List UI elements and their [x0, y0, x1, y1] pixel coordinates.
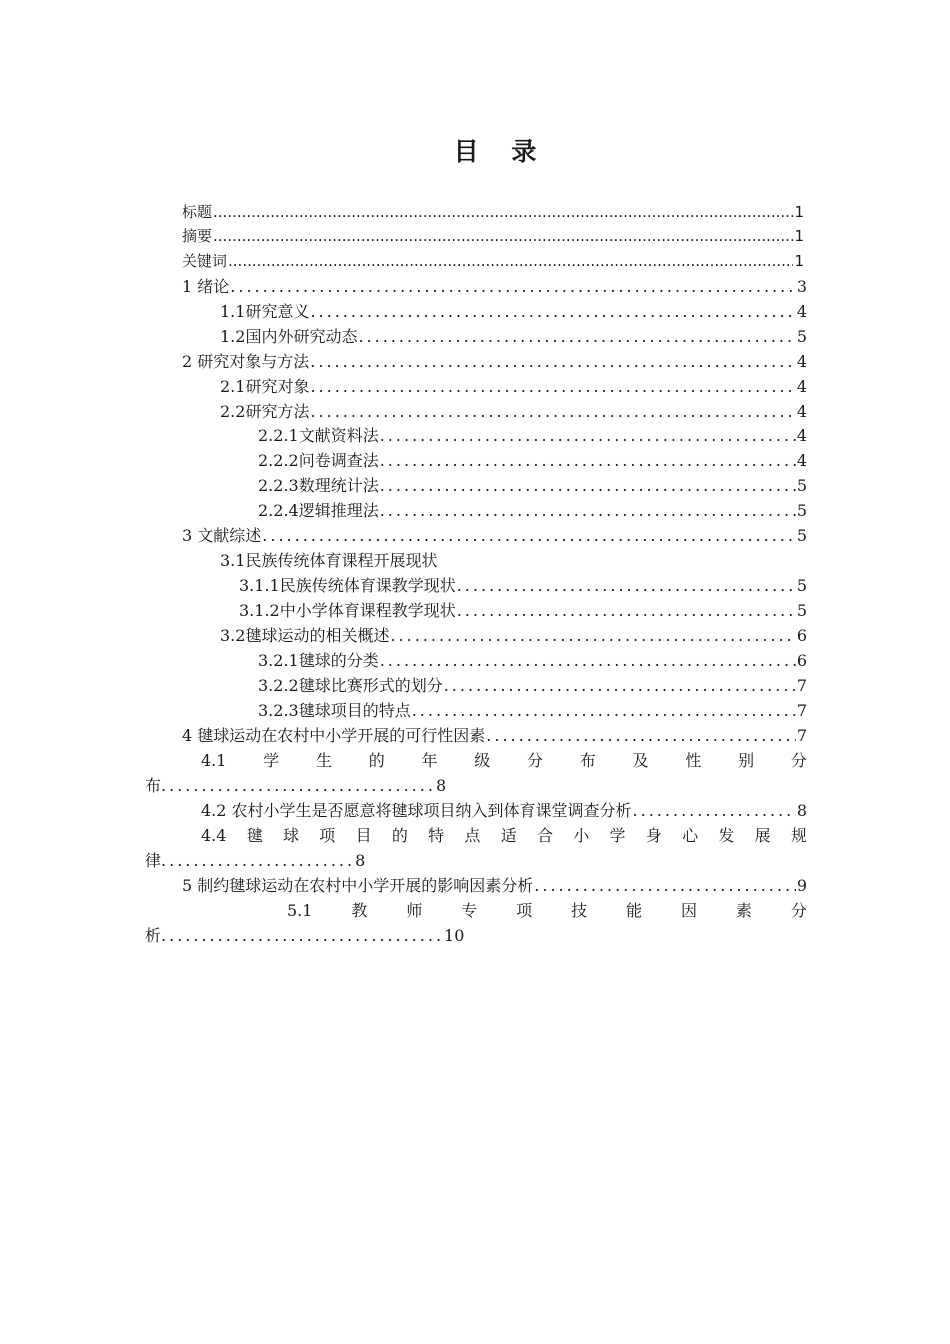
toc-entry[interactable] [182, 200, 804, 224]
toc-entry-label: 析 [145, 926, 162, 945]
toc-entry[interactable] [220, 325, 807, 349]
leader-dots [486, 724, 796, 748]
toc-entry[interactable] [258, 499, 807, 523]
toc-entry-page: 8 [355, 851, 366, 870]
toc-entry-page: 7 [796, 726, 807, 745]
toc-entry[interactable] [258, 674, 807, 698]
toc-entry-label: 3 文献综述 [182, 526, 262, 545]
toc-entry-page: 7 [796, 701, 807, 720]
toc-entry-label: 摘要 [182, 227, 213, 245]
toc-entry[interactable] [201, 799, 807, 823]
toc-entry-label: 3.2毽球运动的相关概述 [220, 626, 390, 645]
toc-entry-label: 4.2 农村小学生是否愿意将毽球项目纳入到体育课堂调查分析 [201, 801, 632, 820]
toc-entry-page: 5 [796, 476, 807, 495]
toc-entry-char: 分 [527, 751, 544, 770]
leader-dots [310, 400, 795, 424]
toc-entry-char: 生 [315, 751, 332, 770]
toc-entry-continuation[interactable] [145, 774, 446, 798]
leader-dots [230, 275, 796, 299]
toc-entry-label: 律 [145, 851, 162, 870]
toc-entry-page: 10 [444, 926, 465, 945]
toc-entry-char: 专 [461, 901, 478, 920]
toc-entry-char: 年 [421, 751, 438, 770]
toc-entry-page: 5 [796, 526, 807, 545]
leader-dots [380, 499, 796, 523]
toc-entry-label: 2 研究对象与方法 [182, 352, 310, 371]
toc-entry-label: 2.2研究方法 [220, 402, 310, 421]
toc-entry-label: 2.2.3数理统计法 [258, 476, 379, 495]
toc-entry-page: 1 [794, 227, 804, 245]
toc-entry-char: 素 [735, 901, 752, 920]
toc-entry-char: 小 [573, 826, 590, 845]
toc-entry-page: 6 [796, 626, 807, 645]
toc-entry[interactable] [258, 424, 807, 448]
toc-entry[interactable] [220, 624, 807, 648]
toc-entry-char: 分 [790, 751, 807, 770]
toc-entry-continuation[interactable] [145, 924, 464, 948]
toc-entry[interactable] [182, 224, 804, 248]
toc-entry-label: 5 制约毽球运动在农村中小学开展的影响因素分析 [182, 876, 534, 895]
toc-entry-char: 因 [681, 901, 698, 920]
toc-entry-page: 9 [796, 876, 807, 895]
toc-entry-page: 7 [796, 676, 807, 695]
toc-entry-char: 分 [790, 901, 807, 920]
toc-entry-page: 1 [794, 252, 804, 270]
toc-entry-page: 5 [796, 327, 807, 346]
toc-entry-char: 及 [632, 751, 649, 770]
toc-entry-continuation[interactable] [145, 849, 365, 873]
toc-entry-char: 5.1 [287, 901, 313, 920]
toc-entry[interactable] [182, 249, 804, 273]
toc-entry[interactable] [220, 375, 807, 399]
toc-entry[interactable] [258, 699, 807, 723]
toc-entry[interactable] [239, 574, 807, 598]
toc-entry-label: 3.1.1民族传统体育课教学现状 [239, 576, 456, 595]
leader-dots [457, 599, 796, 623]
leader-dots [262, 524, 796, 548]
toc-entry-justified[interactable] [201, 749, 807, 773]
toc-entry-char: 4.1 [201, 751, 227, 770]
toc-entry-label: 1.2国内外研究动态 [220, 327, 358, 346]
leader-dots [310, 375, 795, 399]
toc-entry-label: 2.2.4逻辑推理法 [258, 501, 379, 520]
toc-entry[interactable] [182, 350, 807, 374]
toc-entry-label: 关键词 [182, 252, 228, 270]
toc-entry-page: 4 [796, 302, 807, 321]
toc-entry-char: 布 [579, 751, 596, 770]
toc-entry-page: 5 [796, 601, 807, 620]
toc-entry-char: 球 [283, 826, 300, 845]
toc-entry-page: 5 [796, 501, 807, 520]
leader-dots [380, 449, 796, 473]
toc-entry-char: 的 [391, 826, 408, 845]
toc-entry-char: 4.4 [201, 826, 227, 845]
toc-entry-page: 3 [796, 277, 807, 296]
leader-dots: ................................... [161, 926, 445, 945]
toc-entry[interactable] [239, 599, 807, 623]
toc-entry-char: 级 [474, 751, 491, 770]
toc-entry-char: 发 [718, 826, 735, 845]
toc-entry-char: 适 [500, 826, 517, 845]
toc-entry-char: 身 [645, 826, 662, 845]
toc-entry-page: 4 [796, 377, 807, 396]
toc-entry-char: 点 [464, 826, 481, 845]
leader-dots [213, 200, 793, 224]
page-title: 目 录 [453, 137, 549, 166]
toc-entry-char: 师 [406, 901, 423, 920]
toc-entry-char: 能 [626, 901, 643, 920]
toc-entry[interactable] [182, 724, 807, 748]
leader-dots [380, 474, 796, 498]
toc-entry-page: 5 [796, 576, 807, 595]
toc-entry-page: 4 [796, 352, 807, 371]
toc-entry[interactable] [258, 449, 807, 473]
toc-entry[interactable] [182, 524, 807, 548]
toc-entry-page: 8 [796, 801, 807, 820]
toc-entry-char: 性 [685, 751, 702, 770]
toc-entry[interactable] [258, 649, 807, 673]
leader-dots [228, 249, 793, 273]
toc-entry-char: 心 [682, 826, 699, 845]
toc-entry-label: 3.2.3毽球项目的特点 [258, 701, 411, 720]
toc-entry-label: 4 毽球运动在农村中小学开展的可行性因素 [182, 726, 486, 745]
toc-entry-label: 1 绪论 [182, 277, 230, 296]
toc-entry-char: 特 [428, 826, 445, 845]
toc-entry-label: 1.1研究意义 [220, 302, 310, 321]
toc-entry-label: 3.2.2毽球比赛形式的划分 [258, 676, 443, 695]
toc-entry-char: 学 [609, 826, 626, 845]
toc-entry[interactable] [220, 300, 807, 324]
toc-entry-label: 布 [145, 776, 162, 795]
toc-entry-label: 标题 [182, 203, 213, 221]
toc-entry-char: 目 [355, 826, 372, 845]
toc-entry[interactable] [220, 400, 807, 424]
leader-dots [457, 574, 796, 598]
toc-entry-char: 学 [263, 751, 280, 770]
toc-entry-page: 4 [796, 451, 807, 470]
toc-entry-char: 展 [754, 826, 771, 845]
toc-entry-char: 规 [790, 826, 807, 845]
toc-entry-justified[interactable] [201, 824, 807, 848]
toc-entry-label: 3.1民族传统体育课程开展现状 [220, 551, 438, 570]
toc-entry-page: 6 [796, 651, 807, 670]
leader-dots: ........................ [161, 851, 356, 870]
leader-dots [633, 799, 796, 823]
leader-dots [213, 224, 793, 248]
leader-dots [380, 649, 796, 673]
toc-entry-justified[interactable] [287, 899, 807, 923]
toc-entry[interactable] [182, 874, 807, 898]
toc-entry-char: 别 [738, 751, 755, 770]
toc-entry-label: 3.1.2中小学体育课程教学现状 [239, 601, 456, 620]
toc-entry-char: 的 [368, 751, 385, 770]
leader-dots [380, 424, 796, 448]
toc-entry-char: 项 [319, 826, 336, 845]
toc-entry-char: 合 [536, 826, 553, 845]
leader-dots [390, 624, 795, 648]
toc-entry[interactable] [258, 474, 807, 498]
toc-entry-page: 8 [435, 776, 447, 795]
toc-entry-page: 1 [794, 203, 804, 221]
leader-dots [534, 874, 796, 898]
leader-dots [412, 699, 796, 723]
toc-entry[interactable] [182, 275, 807, 299]
toc-entry-label: 2.1研究对象 [220, 377, 310, 396]
toc-entry-char: 毽 [246, 826, 263, 845]
toc-entry-label: 2.2.1文献资料法 [258, 426, 379, 445]
toc-entry-char: 技 [571, 901, 588, 920]
leader-dots [444, 674, 796, 698]
leader-dots [310, 300, 795, 324]
toc-entry-char: 教 [351, 901, 368, 920]
toc-entry-page: 4 [796, 402, 807, 421]
leader-dots [310, 350, 796, 374]
leader-dots [358, 325, 795, 349]
toc-entry-page: 4 [796, 426, 807, 445]
toc-entry-label: 2.2.2问卷调查法 [258, 451, 379, 470]
toc-entry-char: 项 [516, 901, 533, 920]
leader-dots: .................................. [161, 776, 436, 795]
toc-entry-label: 3.2.1毽球的分类 [258, 651, 379, 670]
toc-entry[interactable] [220, 549, 807, 573]
